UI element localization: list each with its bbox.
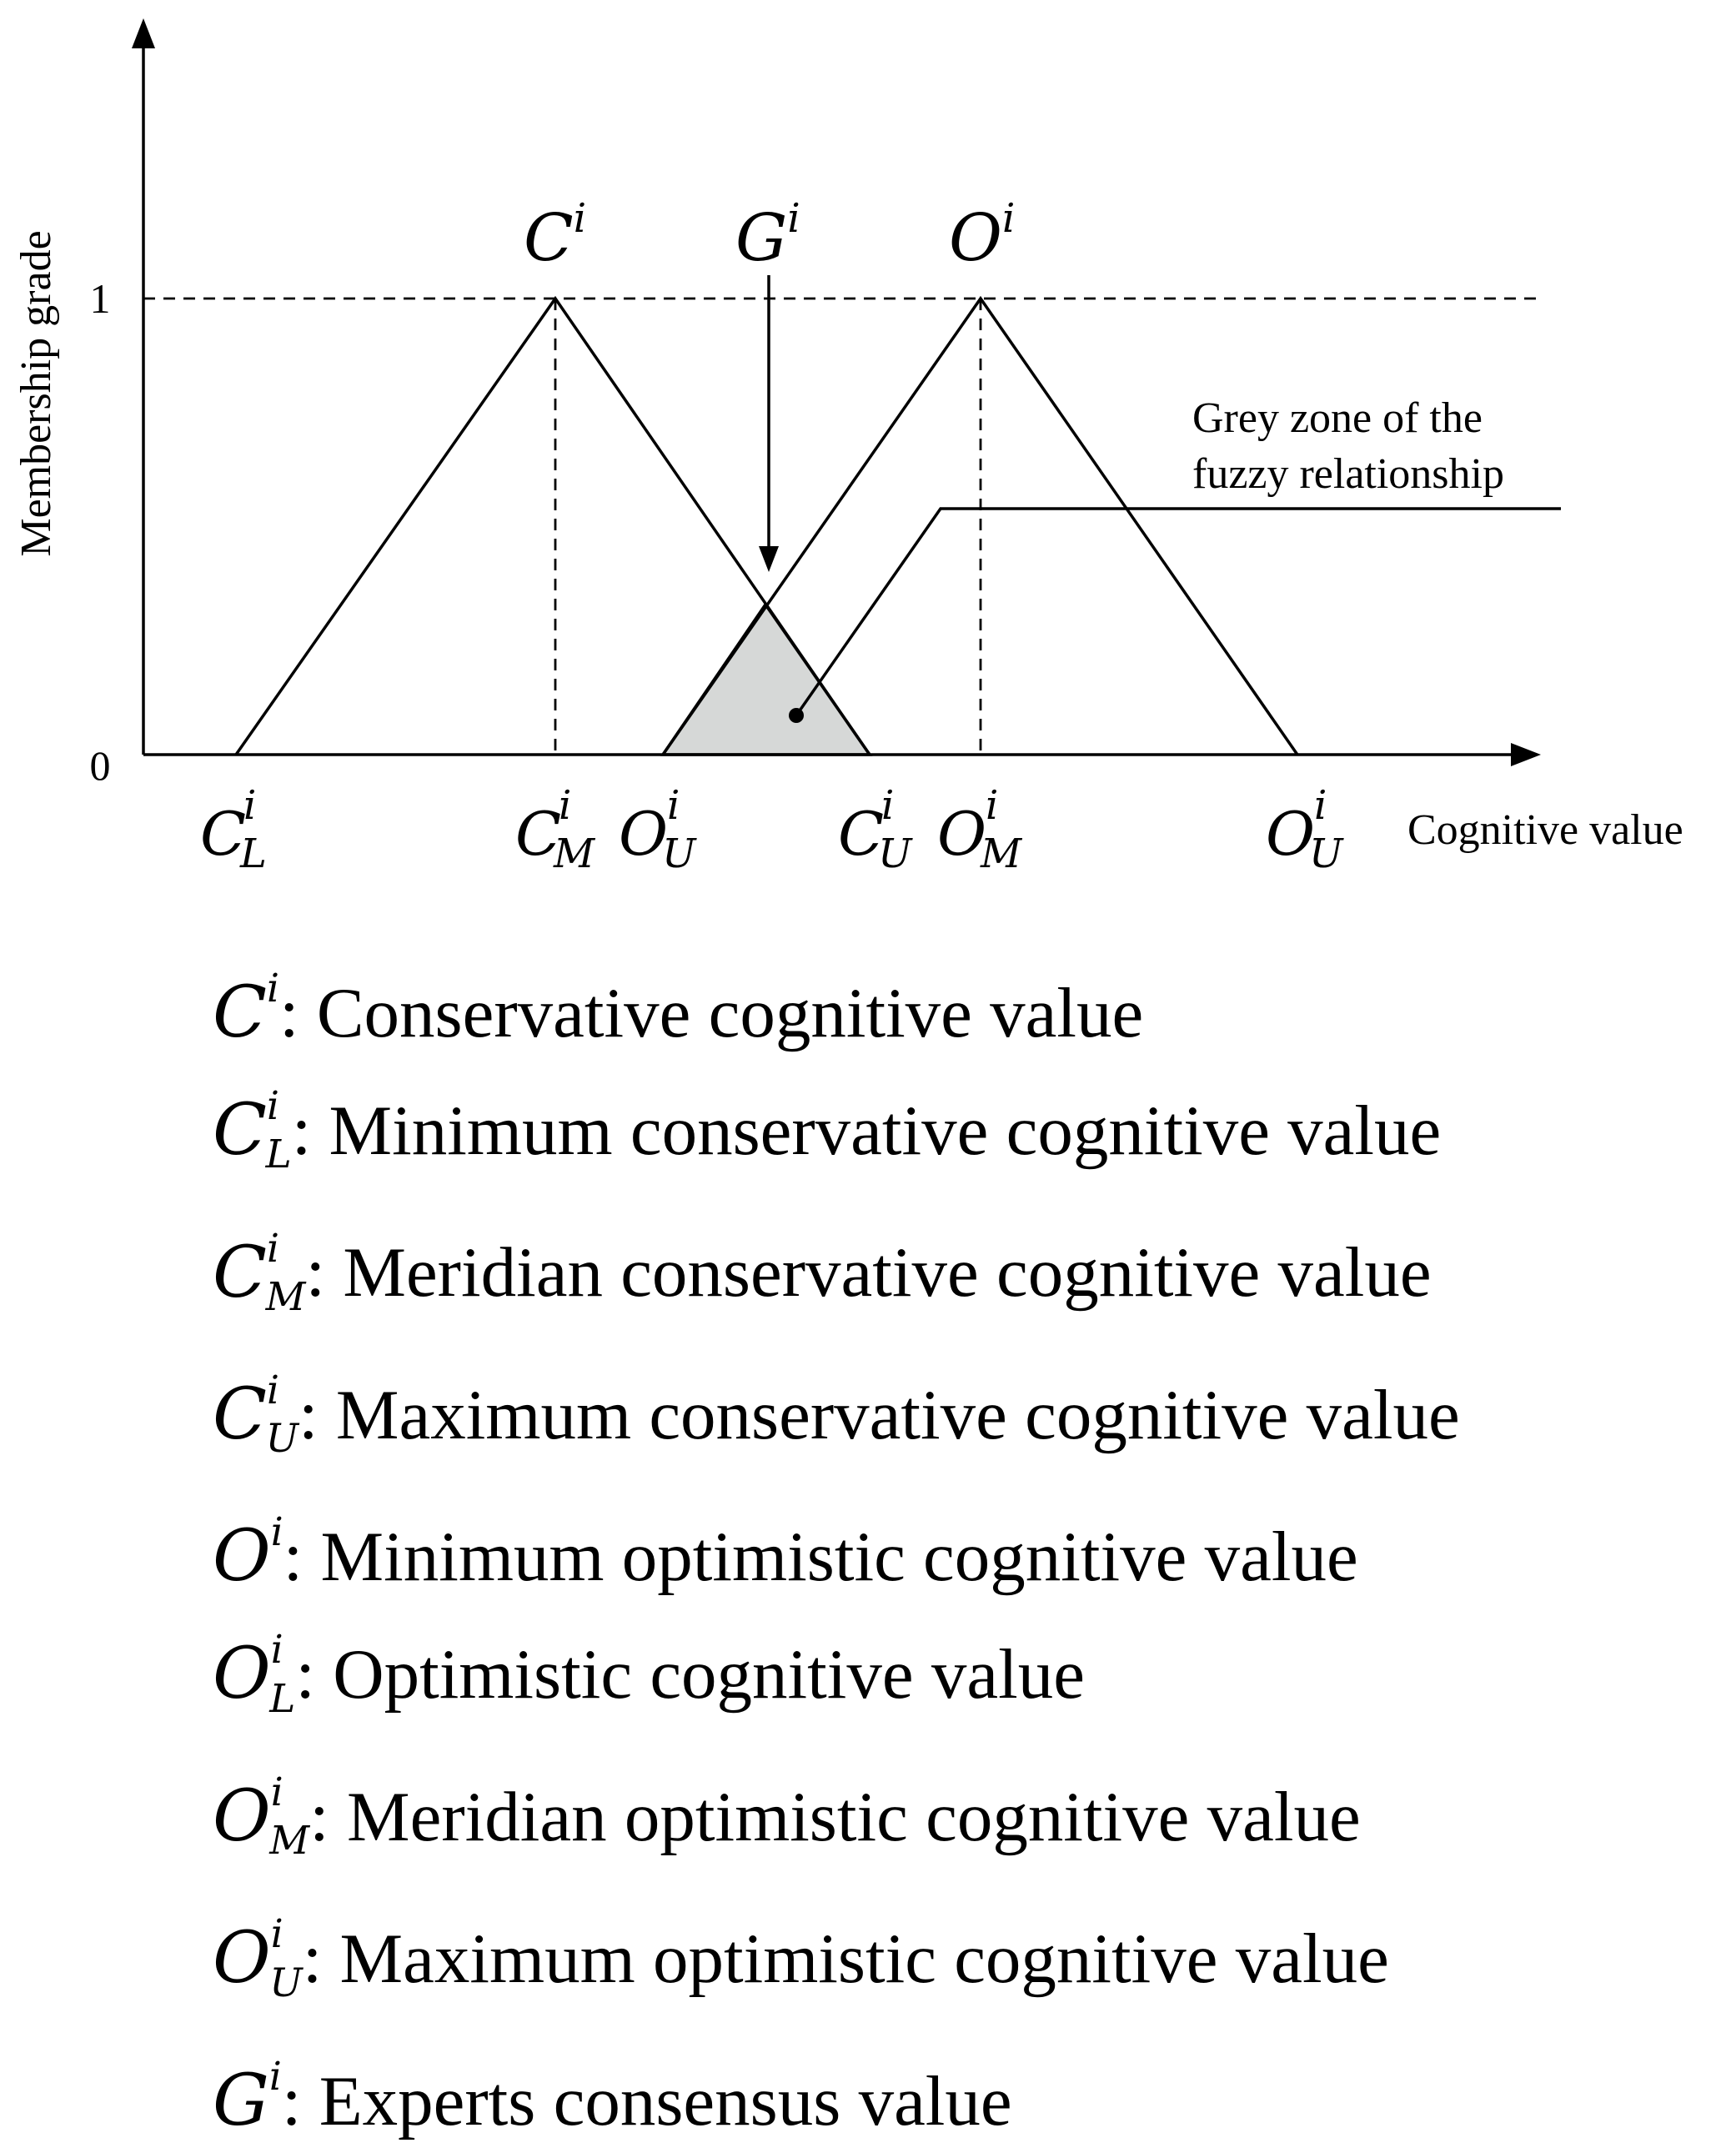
svg-text:i: i — [559, 782, 572, 829]
peak-label-g: $G^i$ — [735, 195, 800, 276]
x-axis-label: Cognitive value — [1407, 806, 1683, 854]
legend-description: : Experts consensus value — [281, 2061, 1012, 2140]
x-symbol-cu — [838, 782, 913, 877]
y-axis-arrowhead — [132, 18, 155, 48]
svg-text:C: C — [838, 799, 885, 869]
svg-text:U: U — [1309, 831, 1343, 877]
y-tick-1: 1 — [89, 275, 111, 322]
legend-symbol: $O^i_M$ — [213, 1769, 310, 1864]
legend-item — [213, 1060, 1697, 1202]
svg-text:O: O — [619, 799, 669, 869]
x-symbol-cm — [515, 782, 596, 877]
legend-item — [213, 2030, 1697, 2148]
legend-item — [213, 1746, 1697, 1888]
legend-item — [213, 1888, 1697, 2030]
legend-symbol: $G^i$ — [213, 2054, 282, 2142]
svg-text:M: M — [554, 831, 595, 877]
svg-text:i: i — [667, 782, 680, 829]
x-symbol-cl — [200, 782, 267, 877]
x-symbol-ou-second — [1266, 782, 1344, 877]
legend-symbol: $C^i_U$ — [213, 1368, 299, 1463]
legend-symbol: $O^i$ — [213, 1510, 283, 1598]
svg-text:U: U — [662, 831, 696, 877]
svg-text:U: U — [878, 831, 912, 877]
svg-text:C: C — [515, 799, 562, 869]
legend-item — [213, 1344, 1697, 1486]
svg-text:O: O — [1266, 799, 1316, 869]
legend-description: : Minimum conservative cognitive value — [291, 1092, 1442, 1171]
legend-description: : Minimum optimistic cognitive value — [283, 1518, 1358, 1597]
x-symbol-om — [937, 782, 1023, 877]
grey-zone-annotation-line2: fuzzy relationship — [1192, 450, 1504, 498]
y-tick-0: 0 — [89, 742, 111, 789]
svg-text:i: i — [1314, 782, 1327, 829]
grey-zone — [663, 605, 870, 755]
legend-symbol: $C^i_M$ — [213, 1226, 306, 1320]
peak-label-o: $O^i$ — [949, 195, 1016, 276]
legend-item — [213, 1603, 1697, 1745]
legend-description: : Maximum conservative cognitive value — [299, 1375, 1460, 1454]
legend-symbol: $O^i_U$ — [213, 1912, 303, 2006]
legend-description: : Optimistic cognitive value — [295, 1635, 1085, 1714]
grey-zone-annotation-line1: Grey zone of the — [1192, 394, 1483, 442]
consensus-arrowhead — [759, 546, 779, 572]
legend-symbol: $O^i_L$ — [213, 1628, 296, 1722]
peak-label-c: $C^i$ — [524, 195, 587, 276]
svg-text:L: L — [240, 831, 267, 877]
legend-description: : Meridian optimistic cognitive value — [309, 1777, 1361, 1856]
legend — [213, 942, 1697, 2148]
legend-description: : Conservative cognitive value — [279, 974, 1144, 1053]
legend-symbol: $C^i$ — [213, 966, 279, 1055]
legend-item — [213, 1202, 1697, 1343]
y-axis-label: Membership grade — [13, 230, 60, 557]
grey-zone-leader — [796, 509, 1561, 715]
svg-text:O: O — [937, 799, 987, 869]
svg-text:i: i — [243, 782, 257, 829]
svg-text:C: C — [200, 799, 247, 869]
x-axis-arrowhead — [1511, 743, 1541, 766]
svg-text:M: M — [981, 831, 1022, 877]
grey-zone-dot — [789, 708, 804, 723]
x-symbol-ou-first — [619, 782, 697, 877]
legend-item — [213, 1486, 1697, 1603]
legend-item — [213, 942, 1697, 1060]
svg-text:i: i — [986, 782, 999, 829]
legend-description: : Meridian conservative cognitive value — [305, 1233, 1432, 1312]
legend-symbol: $C^i_L$ — [213, 1084, 292, 1178]
svg-text:i: i — [881, 782, 895, 829]
legend-description: : Maximum optimistic cognitive value — [302, 1920, 1389, 1999]
